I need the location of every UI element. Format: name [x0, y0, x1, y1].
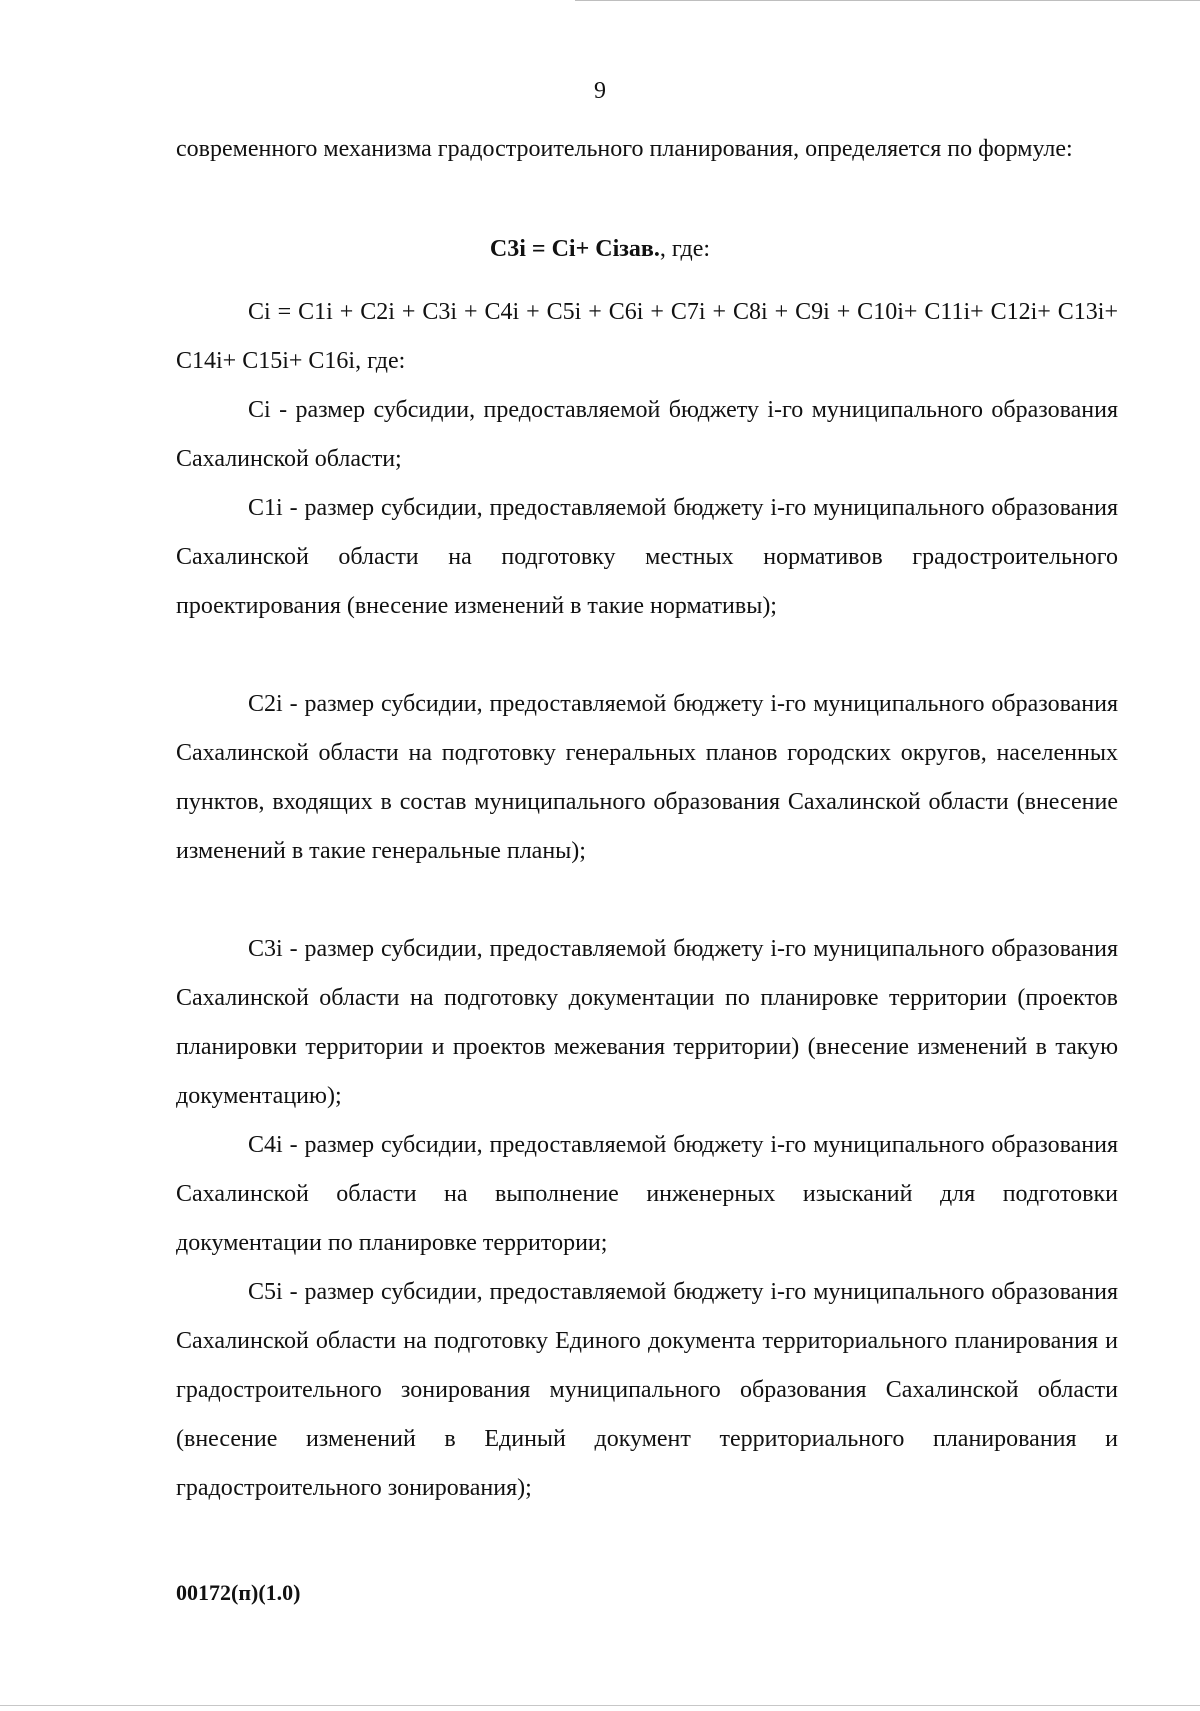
definition-c1i: С1i - размер субсидии, предоставляемой бюджету i-го муниципального образования Сахалинской области на подготовку местных нормативов градостроительного проектирования (внесение изменений в такие нормативы);	[176, 495, 1118, 619]
definition-c5i: С5i - размер субсидии, предоставляемой бюджету i-го муниципального образования Сахалинской области на подготовку Единого документа территориального планирования и градостроительного зонирования муниципального образования Сахалинской области (внесение изменений в Единый документ территориального планирования и градостроительного зонирования);	[176, 1279, 1118, 1501]
intro-paragraph: современного механизма градостроительного планирования, определяется по формуле:	[176, 136, 1073, 162]
page-number: 9	[594, 78, 606, 104]
formula-main-expression: С3i = Сi+ Сiзав.	[489, 236, 660, 262]
definition-c4i: С4i - размер субсидии, предоставляемой бюджету i-го муниципального образования Сахалинской области на выполнение инженерных изысканий для подготовки документации по планировке территории;	[176, 1132, 1118, 1256]
formula-main-suffix: , где:	[659, 236, 711, 262]
definition-ci: Сi - размер субсидии, предоставляемой бюджету i-го муниципального образования Сахалинской области;	[176, 397, 1118, 472]
formula-sum: Сi = С1i + С2i + С3i + С4i + С5i + С6i + С7i + С8i + С9i + С10i+ С11i+ С12i+ С13i+ С14i+ С15i+ С16i, где:	[176, 299, 1118, 374]
definition-c2i: С2i - размер субсидии, предоставляемой бюджету i-го муниципального образования Сахалинской области на подготовку генеральных планов городских округов, населенных пунктов, входящих в состав муниципального образования Сахалинской области (внесение изменений в такие генеральные планы);	[176, 691, 1118, 864]
definition-c3i: С3i - размер субсидии, предоставляемой бюджету i-го муниципального образования Сахалинской области на подготовку документации по планировке территории (проектов планировки территории и проектов межевания территории) (внесение изменений в такую документацию);	[176, 936, 1118, 1109]
scan-edge-line-bottom	[0, 1705, 1200, 1706]
document-code: 00172(п)(1.0)	[176, 1580, 301, 1605]
formula-main	[0, 225, 1200, 274]
scan-edge-line-top	[575, 0, 1200, 1]
